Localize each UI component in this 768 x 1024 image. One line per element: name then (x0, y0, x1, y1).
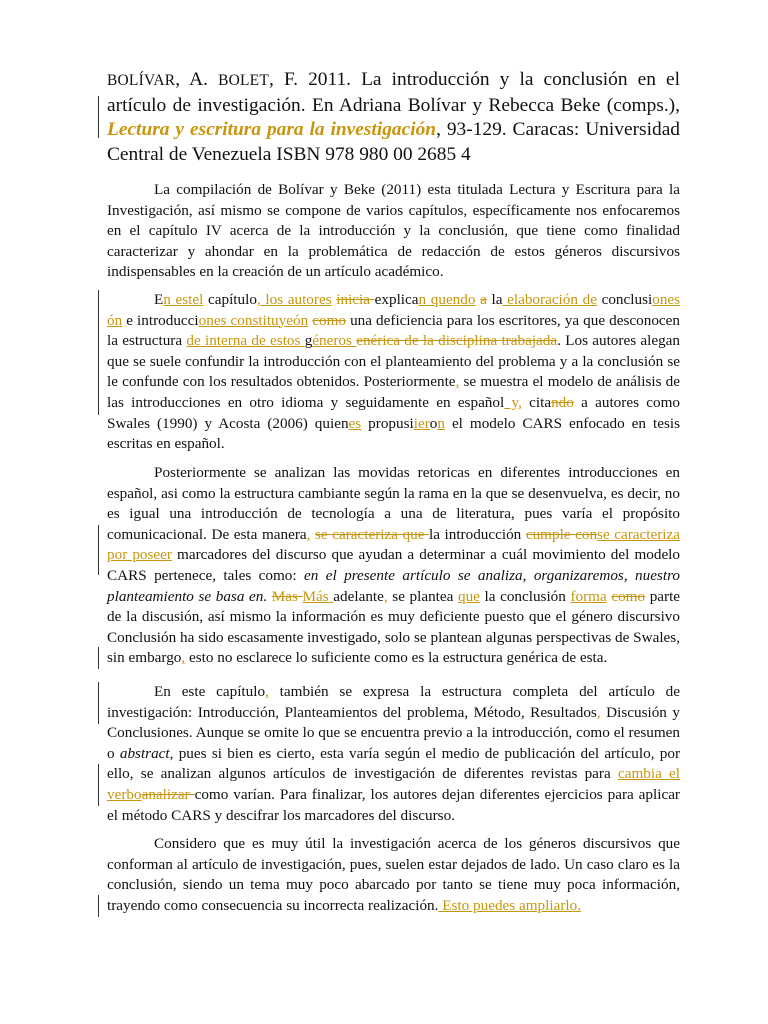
tracked-deletion: cumple con (525, 525, 598, 543)
author-a: BOLÍVAR (107, 72, 176, 89)
tracked-insertion: n estel (163, 291, 204, 308)
change-bar (98, 682, 99, 724)
tracked-insertion: de interna de estos (186, 332, 305, 350)
italic-term: abstract (119, 744, 170, 762)
paragraph-3: Posteriormente se analizan las movidas retoricas en diferentes introducciones en español, asi como la estructura cambiante según la rama en la que se desenvuelva, es decir, no es igual una introducción de tecnología a una de literatura, pues varía el propósito comunicacional. De esta manera, se caracteriza que la introducción cumple conse caracteriza por poseer marcadores del discurso que ayudan a determinar a cuál movimiento del modelo CARS pertenece, tales como: en el presente artículo se analiza, organizaremos, nuestro planteamiento se basa en. Mas Más adelante, se plantea que la conclusión forma como parte de la discusión, así mismo la información es muy deficiente puesto que el género discursivo Conclusión ha sido escasamente investigado, solo se plantean algunas perspectivas de Swales, sin embargo, esto no esclarece lo suficiente como es la estructura genérica de esta. (107, 464, 681, 667)
tracked-deletion: Mas (271, 587, 303, 605)
tracked-insertion: n quendo (418, 291, 476, 308)
tracked-insertion: , los autores (256, 291, 332, 308)
change-bar (98, 647, 99, 669)
tracked-insertion: se caracteriza por poseer (107, 525, 680, 564)
tracked-insertion: Esto puedes ampliarlo. (438, 896, 581, 914)
tracked-deletion: inicia (336, 291, 375, 308)
tracked-deletion: se caracteriza que (315, 525, 429, 543)
tracked-insertion: que (457, 587, 480, 605)
tracked-insertion: ones constituyeón (198, 311, 309, 329)
tracked-insertion: ones ón (107, 291, 681, 329)
tracked-insertion: Más (302, 587, 334, 605)
tracked-insertion: éneros (312, 332, 357, 350)
tracked-deletion: como (611, 587, 646, 605)
reference-citation: BOLÍVAR, A. BOLET, F. 2011. La introducción y la conclusión en el artículo de investigación. En Adriana Bolívar y Rebecca Beke (comps.), Lectura y escritura para la investigación, 93-129. Caracas: Universidad Central de Venezuela ISBN 978 980 00 2685 4 (107, 69, 680, 165)
tracked-insertion: forma (570, 587, 607, 605)
tracked-insertion: , (306, 525, 311, 543)
book-title: Lectura y escritura para la investigación (107, 119, 437, 140)
author-b: BOLET (218, 72, 270, 89)
tracked-insertion: , (455, 373, 460, 391)
tracked-deletion: como (312, 311, 346, 329)
tracked-insertion: cambia el verbo (107, 765, 681, 803)
italic-examples: en el presente artículo se analiza, organizaremos, nuestro planteamiento se basa en. (107, 566, 681, 605)
tracked-deletion: a (480, 291, 487, 308)
tracked-insertion: y, (504, 393, 522, 411)
tracked-insertion: , (383, 587, 388, 605)
tracked-insertion: n (437, 414, 445, 432)
tracked-deletion: ndo (551, 393, 574, 411)
tracked-deletion: analizar (141, 785, 195, 803)
change-bar (98, 290, 99, 415)
tracked-insertion: , (265, 683, 269, 700)
tracked-insertion: es (348, 414, 362, 432)
paragraph-1: La compilación de Bolívar y Beke (2011) esta titulada Lectura y Escritura para la Investigación, así mismo se compone de varios capítulos, específicamente nos enfocaremos en el capítulo IV acerca de la introducción y la conclusión, que tiene como finalidad caracterizar y ahondar en la problemática de redacción de estos géneros discursivos indispensables en la creación de un artículo académico. (107, 181, 680, 281)
tracked-deletion: enérica de la disciplina trabajada (356, 332, 558, 350)
change-bar (98, 764, 99, 806)
paragraph-5: Considero que es muy útil la investigación acerca de los géneros discursivos que conforman al artículo de investigación, pues, suelen estar dejados de lado. Un caso claro es la conclusión, siendo un tema muy poco abarcado por tanto se tiene muy poca información, trayendo como consecuencia su incorrecta realización. Esto puedes ampliarlo. (107, 835, 680, 914)
paragraph-2: En estel capítulo, los autores inicia explican quendo a la elaboración de conclusiones ón e introducciones constituyeón como una deficiencia para los escritores, ya que desconocen la estructura de interna de estos géneros enérica de la disciplina trabajada. Los autores alegan que se suele confundir la introducción con el planteamiento del problema y a la conclusión se le confunde con los resultados obtenidos. Posteriormente, se muestra el modelo de análisis de las introducciones en otro idioma y seguidamente en español y, citando a autores como Swales (1990) y Acosta (2006) quienes propusiieron el modelo CARS enfocado en tesis escritas en español. (107, 291, 681, 453)
tracked-insertion: , (181, 649, 186, 667)
tracked-insertion: elaboración de (502, 291, 597, 308)
tracked-insertion: , (596, 703, 601, 721)
paragraph-4: En este capítulo, también se expresa la estructura completa del artículo de investigación: Introducción, Planteamientos del problema, Método, Resultados, Discusión y Conclusiones. Aunque se omite lo que se encuentra previo a la introducción, como el resumen o abstract, pues si bien es cierto, esta varía según el medio de publicación del artículo, por ello, se analizan algunos artículos de investigación de diferentes revistas para cambia el verboanalizar como varían. Para finalizar, los autores dejan diferentes ejercicios para aplicar el método CARS y descifrar los marcadores del discurso. (107, 683, 681, 824)
change-bar (98, 525, 99, 575)
tracked-insertion: ier (413, 414, 430, 432)
change-bar (98, 895, 99, 917)
change-bar (98, 96, 99, 138)
